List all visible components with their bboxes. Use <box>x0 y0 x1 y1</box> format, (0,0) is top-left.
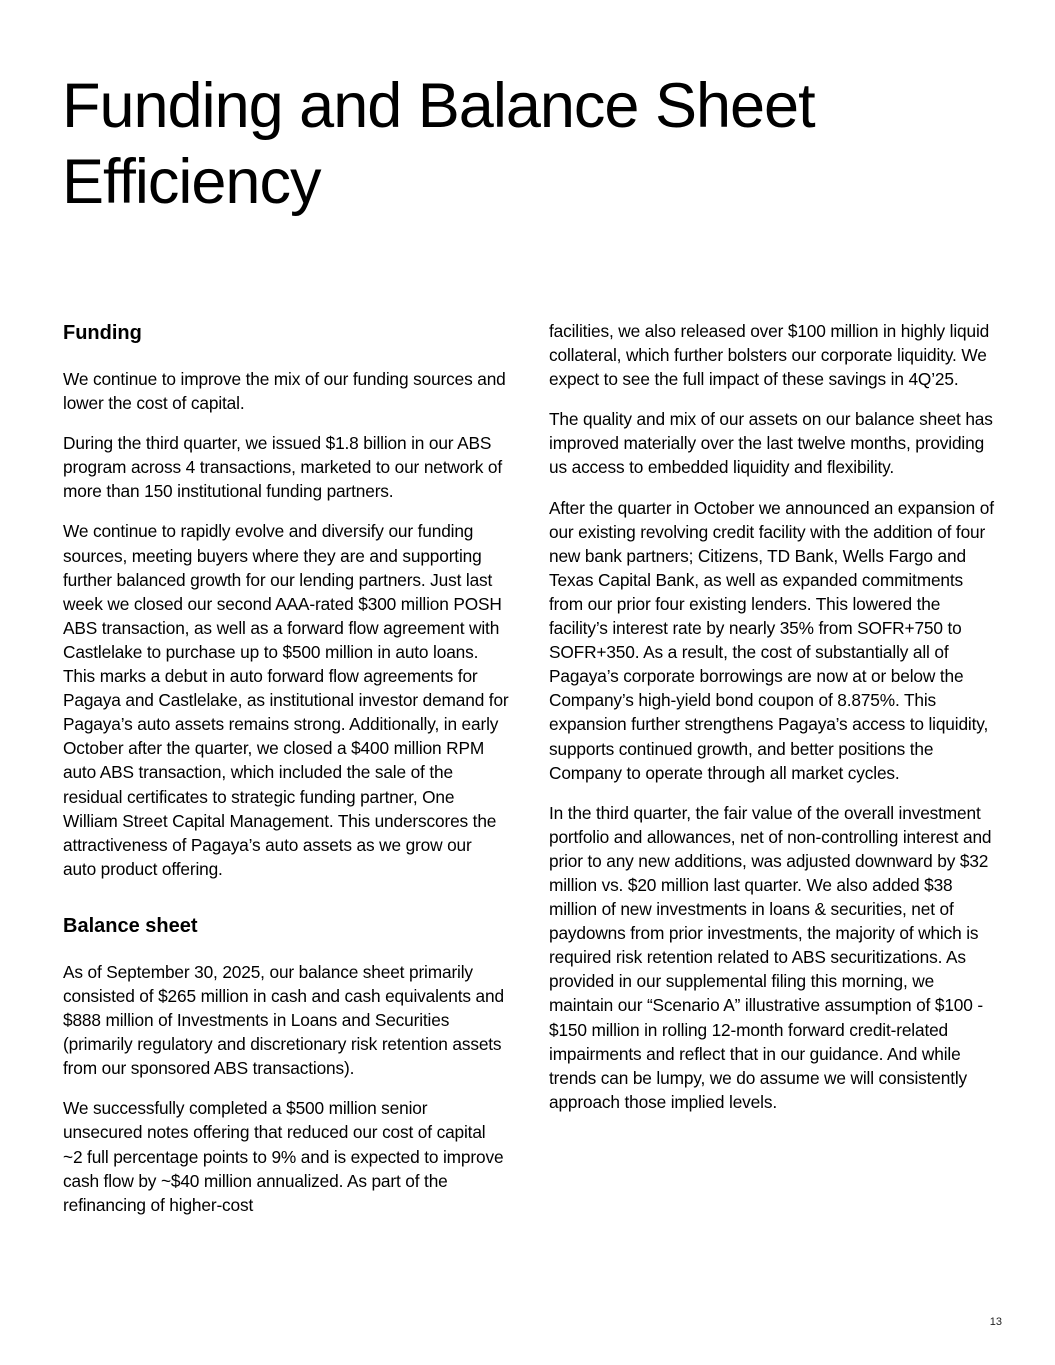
right-paragraph-2: The quality and mix of our assets on our balance sheet has improved materially over the last twelve months, providing us access to embedded liquidity and flexibility. <box>549 409 993 478</box>
funding-paragraph-3: We continue to rapidly evolve and diversify our funding sources, meeting buyers where they are and supporting further balanced growth for our lending partners. Just last week we closed our second AAA-rated $300 million POSH ABS transaction, as well as a forward flow agreement with Castlelake to purchase up to $500 million in auto loans. This marks a debut in auto forward flow agreements for Pagaya and Castlelake, as institutional investor demand for Pagaya’s auto assets remains strong. Additionally, in early October after the quarter, we closed a $400 million RPM auto ABS transaction, which included the sale of the residual certificates to strategic funding partner, One William Street Capital Management. This underscores the attractiveness of Pagaya’s auto assets as we grow our auto product offering. <box>63 521 509 879</box>
balance-paragraph-1: As of September 30, 2025, our balance sheet primarily consisted of $265 million in cash and cash equivalents and $888 million of Investments in Loans and Securities (primarily regulatory and discretionary risk retention assets from our sponsored ABS transactions). <box>63 961 504 1079</box>
balance-sheet-heading: Balance sheet <box>63 914 198 937</box>
right-paragraph-4: In the third quarter, the fair value of the overall investment portfolio and allowances, net of non-controlling interest and prior to any new additions, was adjusted downward by $32 million vs. $20 million last quarter. We also added $38 million of new investments in loans & securities, net of paydowns from prior investments, the majority of which is required risk retention related to ABS securitizations. As provided in our supplemental filing this morning, we maintain our “Scenario A” illustrative assumption of $100 - $150 million in rolling 12-month forward credit-related impairments and reflect that in our guidance. And while trends can be lumpy, we do assume we will consistently approach those implied levels. <box>549 802 992 1112</box>
funding-heading: Funding <box>63 322 142 344</box>
left-column <box>63 318 509 1233</box>
right-paragraph-1: facilities, we also released over $100 million in highly liquid collateral, which further bolsters our corporate liquidity. We expect to see the full impact of these savings in 4Q’25. <box>549 321 990 390</box>
right-paragraph-3: After the quarter in October we announced an expansion of our existing revolving credit facility with the addition of four new bank partners; Citizens, TD Bank, Wells Fargo and Texas Capital Bank, as well as expanded commitments from our prior four existing lenders. This lowered the facility’s interest rate by nearly 35% from SOFR+750 to SOFR+350. As a result, the cost of substantially all of Pagaya’s corporate borrowings are now at or below the Company’s high-yield bond coupon of 8.875%. This expansion further strengthens Pagaya’s access to liquidity, supports continued growth, and better positions the Company to operate through all market cycles. <box>549 497 994 783</box>
funding-paragraph-1: We continue to improve the mix of our funding sources and lower the cost of capital. <box>63 369 506 414</box>
funding-paragraph-2: During the third quarter, we issued $1.8 billion in our ABS program across 4 transactions, marketed to our network of more than 150 institutional funding partners. <box>63 433 503 502</box>
page-title: Funding and Balance Sheet Efficiency <box>62 71 815 217</box>
right-column <box>549 319 999 1130</box>
page-number: 13 <box>989 1316 1002 1328</box>
balance-paragraph-2: We successfully completed a $500 million senior unsecured notes offering that reduced our cost of capital ~2 full percentage points to 9% and is expected to improve cash flow by ~$40 million annualized. As part of the refinancing of higher-cost <box>63 1098 504 1215</box>
